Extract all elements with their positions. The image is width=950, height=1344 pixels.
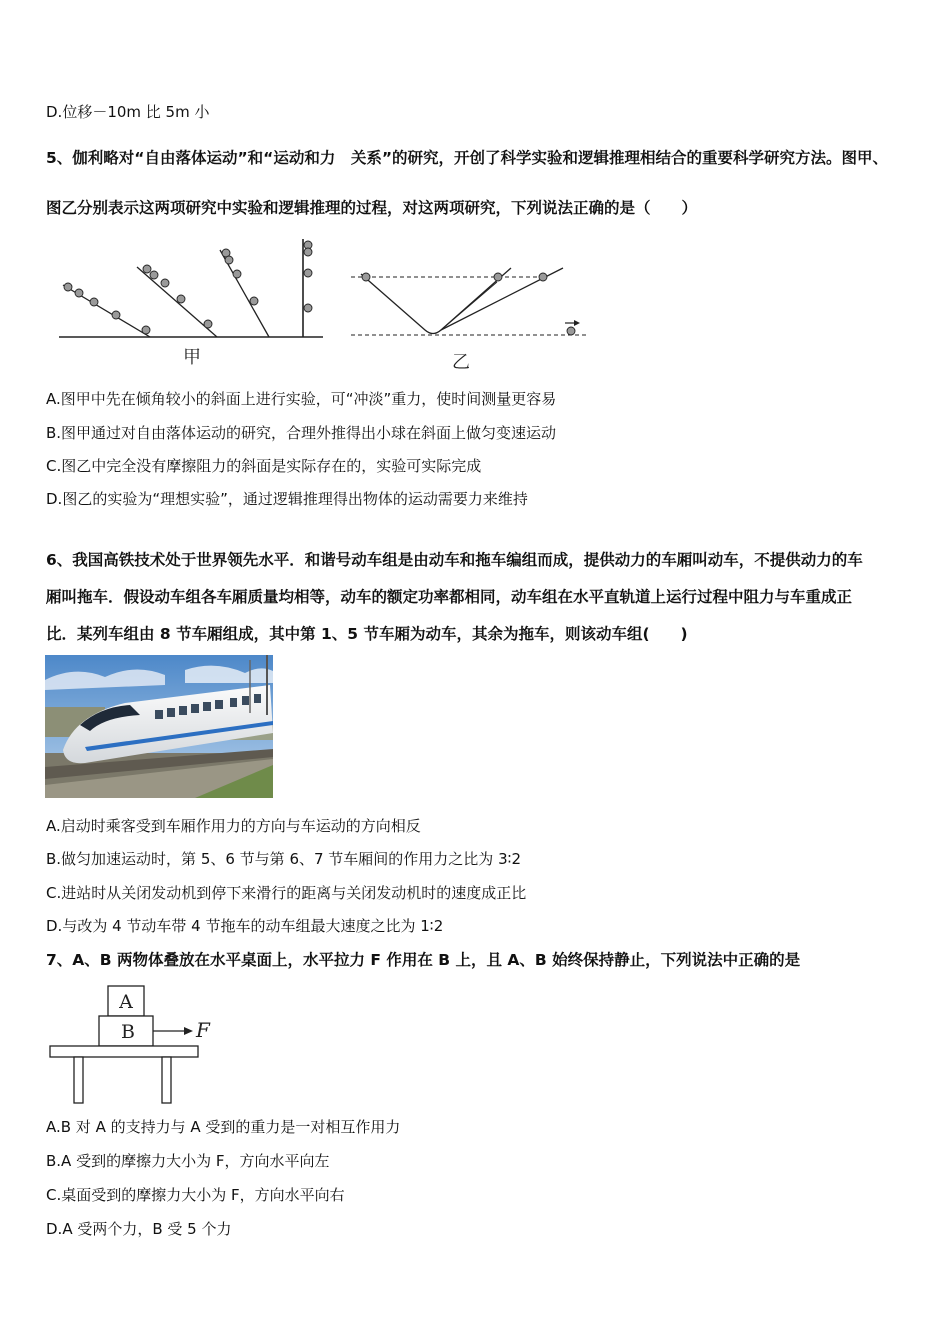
q7-option-d: D.A 受两个力，B 受 5 个力 (46, 1220, 232, 1238)
q7-figure-blocks-on-table (46, 982, 221, 1107)
q5-stem-line1: 5、伽利略对“自由落体运动”和“运动和力 关系”的研究，开创了科学实验和逻辑推理相结合的重要科学研究方法。图甲、 (46, 149, 889, 167)
train-photo (45, 655, 273, 798)
q7-label-f: F (196, 1018, 210, 1042)
q7-option-b: B.A 受到的摩擦力大小为 F，方向水平向左 (46, 1152, 330, 1170)
q5-figure-yi (345, 260, 595, 375)
q6-stem-line1: 6、我国高铁技术处于世界领先水平．和谐号动车组是由动车和拖车编组而成，提供动力的车厢叫动车，不提供动力的车 (46, 551, 863, 569)
q5-option-a: A.图甲中先在倾角较小的斜面上进行实验，可“冲淡”重力，使时间测量更容易 (46, 390, 557, 408)
q7-option-c: C.桌面受到的摩擦力大小为 F，方向水平向右 (46, 1186, 345, 1204)
q7-stem: 7、A、B 两物体叠放在水平桌面上，水平拉力 F 作用在 B 上，且 A、B 始终保持静止，下列说法中正确的是 (46, 951, 801, 969)
q7-option-a: A.B 对 A 的支持力与 A 受到的重力是一对相互作用力 (46, 1118, 401, 1136)
q5-option-c: C.图乙中完全没有摩擦阻力的斜面是实际存在的，实验可实际完成 (46, 457, 482, 475)
q5-option-b: B.图甲通过对自由落体运动的研究，合理外推得出小球在斜面上做匀变速运动 (46, 424, 557, 442)
q6-stem-line3: 比．某列车组由 8 节车厢组成，其中第 1、5 节车厢为动车，其余为拖车，则该动车组( ) (46, 625, 688, 643)
q5-figure-label-yi: 乙 (452, 352, 470, 373)
q6-stem-line2: 厢叫拖车．假设动车组各车厢质量均相等，动车的额定功率都相同，动车组在水平直轨道上运行过程中阻力与车重成正 (46, 588, 853, 606)
q5-figure-jia (55, 235, 330, 370)
q6-option-d: D.与改为 4 节动车带 4 节拖车的动车组最大速度之比为 1∶2 (46, 917, 444, 935)
q4-option-d: D.位移－10m 比 5m 小 (46, 103, 210, 121)
q6-option-b: B.做匀加速运动时，第 5、6 节与第 6、7 节车厢间的作用力之比为 3∶2 (46, 850, 522, 868)
q5-figure-label-jia: 甲 (183, 347, 201, 368)
q6-option-a: A.启动时乘客受到车厢作用力的方向与车运动的方向相反 (46, 817, 421, 835)
q5-option-d: D.图乙的实验为“理想实验”，通过逻辑推理得出物体的运动需要力来维持 (46, 490, 528, 508)
q5-stem-line2: 图乙分别表示这两项研究中实验和逻辑推理的过程，对这两项研究，下列说法正确的是（ ） (46, 199, 698, 217)
q7-label-a: A (119, 991, 133, 1013)
q7-label-b: B (121, 1021, 135, 1043)
q6-option-c: C.进站时从关闭发动机到停下来滑行的距离与关闭发动机时的速度成正比 (46, 884, 527, 902)
